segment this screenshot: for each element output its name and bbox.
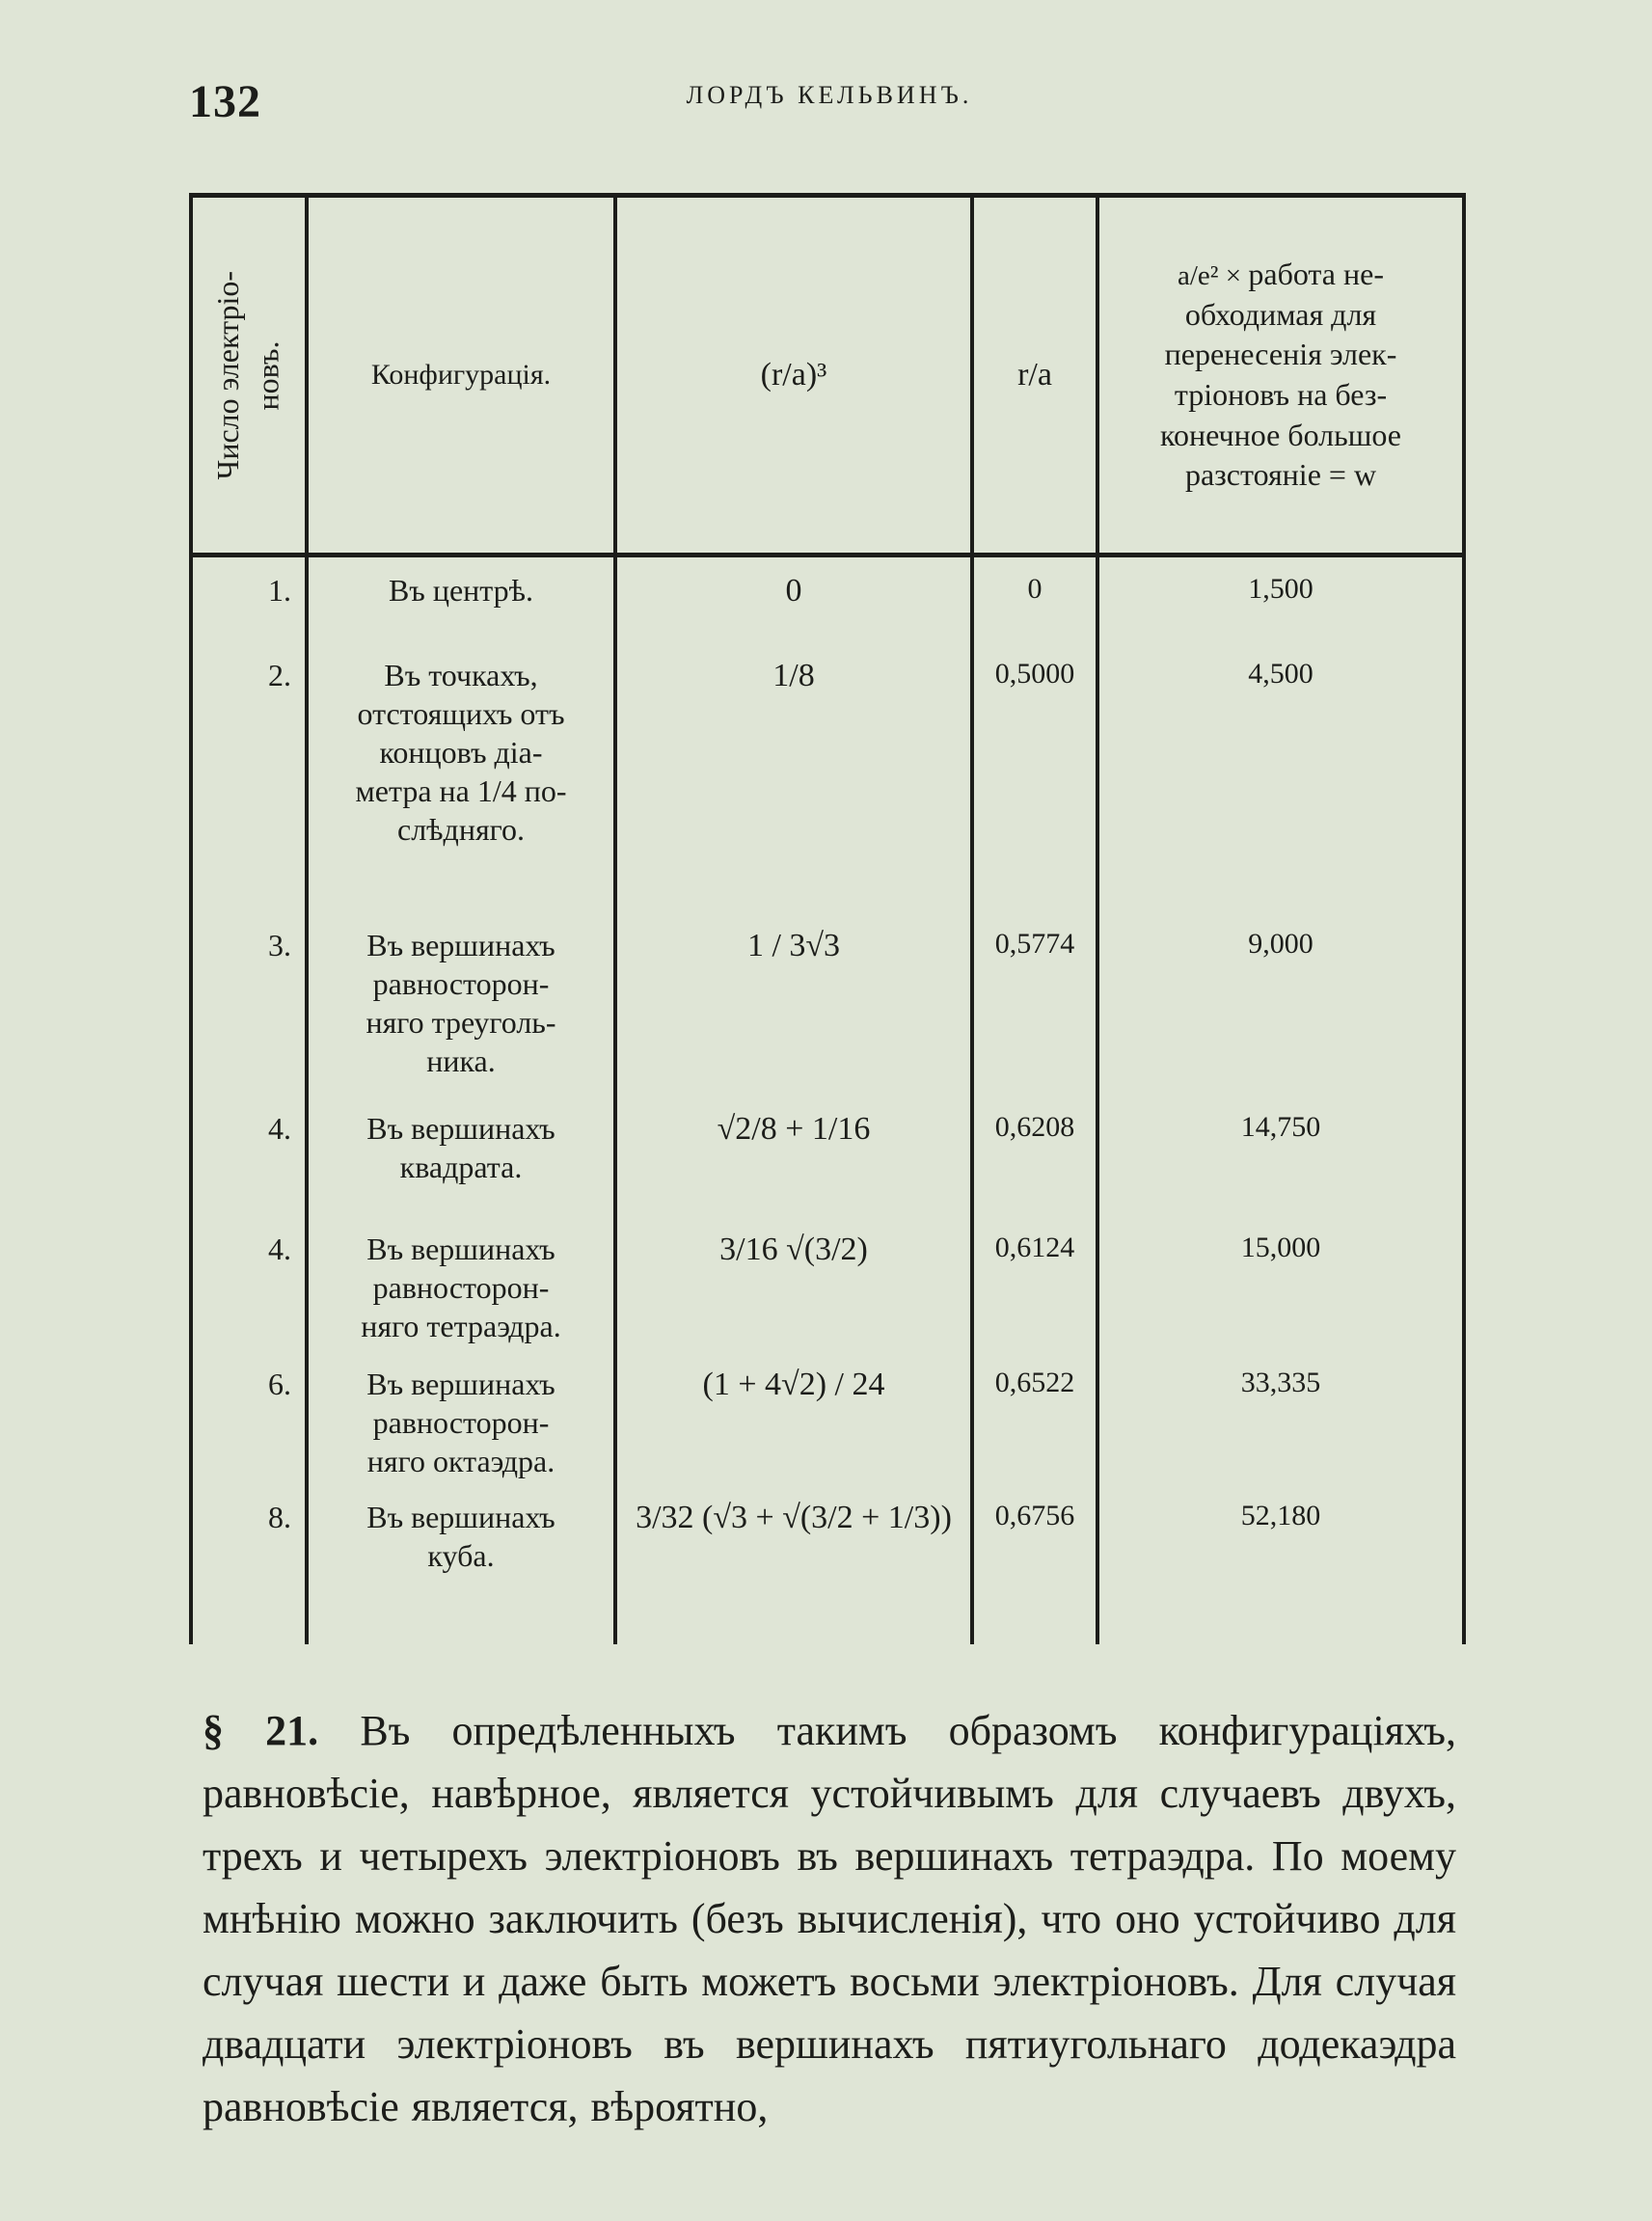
- row-r3: 0: [615, 555, 972, 642]
- row-r: 0,5000: [972, 642, 1097, 912]
- row-r: 0,6522: [972, 1351, 1097, 1484]
- header-work: [1097, 196, 1464, 555]
- section-number: § 21.: [203, 1707, 319, 1754]
- row-w: 14,750: [1097, 1096, 1464, 1216]
- header-configuration: Конфигурація.: [307, 196, 615, 555]
- row-r3: 3/16 √(3/2): [615, 1216, 972, 1351]
- page-number: 132: [189, 76, 261, 127]
- row-r3: 3/32 (√3 + √(3/2 + 1/3)): [615, 1484, 972, 1645]
- row-configuration: Въ вершинахъ равносторон- няго тетраэдра.: [307, 1216, 615, 1351]
- table-row: [191, 1351, 1464, 1484]
- header-count-label: Число электріо- новъ.: [210, 270, 285, 480]
- row-configuration: Въ вершинахъ квадрата.: [307, 1096, 615, 1216]
- work-prefix: a/e² ×: [1178, 259, 1242, 291]
- row-configuration: Въ вершинахъ равносторон- няго треуголь- ника.: [307, 912, 615, 1096]
- row-number: 4.: [191, 1096, 307, 1216]
- row-r3: √2/8 + 1/16: [615, 1096, 972, 1216]
- header-count: [191, 196, 307, 555]
- table-row: [191, 1484, 1464, 1645]
- running-head: ЛОРДЪ КЕЛЬВИНЪ.: [686, 81, 973, 109]
- body-paragraph: [203, 1699, 1456, 2138]
- row-configuration: Въ вершинахъ куба.: [307, 1484, 615, 1645]
- row-number: 3.: [191, 912, 307, 1096]
- header-r-over-a-cubed: (r/a)³: [615, 196, 972, 555]
- row-r: 0,6208: [972, 1096, 1097, 1216]
- row-number: 8.: [191, 1484, 307, 1645]
- row-number: 6.: [191, 1351, 307, 1484]
- paragraph-text: Въ опредѣленныхъ такимъ образомъ конфигураціяхъ, равновѣсіе, навѣрное, является устойчивымъ для случаевъ двухъ, трехъ и четырехъ электріоновъ въ вершинахъ тетраэдра. По моему мнѣнію можно заключить (безъ вычисленія), что оно устойчиво для случая шести и даже быть можетъ восьми электріоновъ. Для случая двадцати электріоновъ въ вершинахъ пятиугольнаго додекаэдра равновѣсіе является, вѣроятно,: [203, 1707, 1457, 2130]
- row-w: 52,180: [1097, 1484, 1464, 1645]
- table-row: [191, 555, 1464, 642]
- row-w: 9,000: [1097, 912, 1464, 1096]
- row-number: 4.: [191, 1216, 307, 1351]
- row-w: 33,335: [1097, 1351, 1464, 1484]
- table-row: [191, 1096, 1464, 1216]
- row-w: 4,500: [1097, 642, 1464, 912]
- table-row: [191, 1216, 1464, 1351]
- row-w: 1,500: [1097, 555, 1464, 642]
- row-r: 0: [972, 555, 1097, 642]
- row-configuration: Въ центрѣ.: [307, 555, 615, 642]
- row-r: 0,6756: [972, 1484, 1097, 1645]
- header-r-over-a: r/a: [972, 196, 1097, 555]
- row-r3: (1 + 4√2) / 24: [615, 1351, 972, 1484]
- table-row: [191, 912, 1464, 1096]
- row-w: 15,000: [1097, 1216, 1464, 1351]
- data-table: [189, 193, 1466, 1644]
- row-r: 0,5774: [972, 912, 1097, 1096]
- work-label: работа не- обходимая для перенесенія элек- тріоновъ на без- конечное большое разстояніе = w: [1160, 256, 1401, 493]
- table-header-row: [191, 196, 1464, 555]
- table-row: [191, 642, 1464, 912]
- row-r3: 1 / 3√3: [615, 912, 972, 1096]
- row-number: 1.: [191, 555, 307, 642]
- row-r3: 1/8: [615, 642, 972, 912]
- row-configuration: Въ вершинахъ равносторон- няго октаэдра.: [307, 1351, 615, 1484]
- row-number: 2.: [191, 642, 307, 912]
- row-r: 0,6124: [972, 1216, 1097, 1351]
- row-configuration: Въ точкахъ, отстоящихъ отъ концовъ діа- метра на 1/4 по- слѣдняго.: [307, 642, 615, 912]
